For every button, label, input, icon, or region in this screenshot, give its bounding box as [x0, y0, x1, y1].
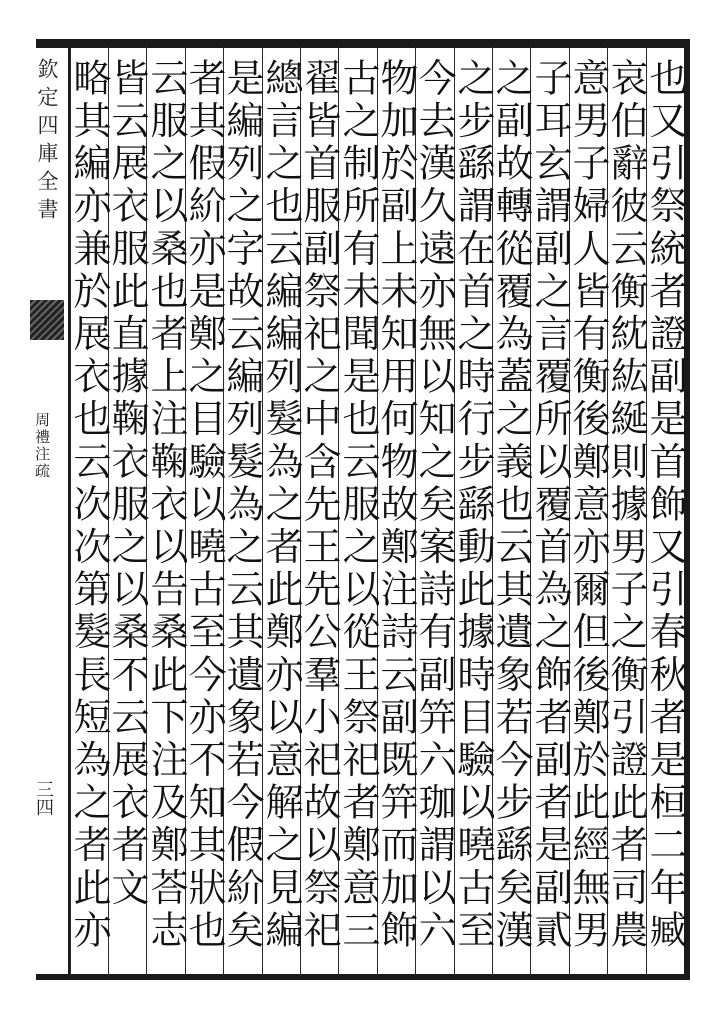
text-column: 翟皆首服副祭祀之中含先王先公羣小祀故以祭祀 — [297, 58, 341, 953]
text-column: 者其假紒亦是鄭之目驗以曉古至今亦不知其狀也 — [182, 58, 226, 953]
text-column: 之副故轉從覆為蓋之義也云其遺象若今步繇矣漢 — [489, 58, 533, 953]
text-column: 意男子婦人皆有衡後鄭意亦爾但後鄭於此經無男 — [566, 58, 610, 953]
text-column: 是編列之字故云編列髮為之云其遺象若今假紒矣 — [220, 58, 264, 953]
frame-bottom-border — [36, 974, 688, 980]
frame-top-border — [36, 39, 688, 48]
margin-page-number: 三四 — [33, 780, 54, 816]
text-column: 皆云展衣服此直據鞠衣服之以桑不云展衣者文 — [105, 58, 149, 910]
text-column: 哀伯辭彼云衡紞紘綖則據男子之衡引證此者司農 — [604, 58, 648, 953]
text-column: 總言之也云編編列髮為之者此鄭亦以意解之見編 — [259, 58, 303, 953]
text-column: 也又引祭統者證副是首飾又引春秋者是桓二年臧 — [643, 58, 687, 953]
text-column: 云服之以桑也者上注鞠衣以告桑此下注及鄭荅志 — [144, 58, 188, 953]
text-column: 之步繇謂在首之時行步繇動此據時目驗以曉古至 — [451, 58, 495, 953]
text-column: 今去漢久遠亦無以知之矣案詩有副笄六珈謂以六 — [412, 58, 456, 953]
text-column: 略其編亦兼於展衣也云次次第髮長短為之者此亦 — [67, 58, 111, 953]
text-column: 子耳玄謂副之言覆所以覆首為之飾者副者是副貳 — [528, 58, 572, 953]
text-column: 物加於副上未知用何物故鄭注詩云副既笄而加飾 — [374, 58, 418, 953]
margin-chapter-title: 周禮注疏 — [33, 412, 51, 480]
text-column: 古之制所有未聞是也云服之以從王祭祀者鄭意三 — [336, 58, 380, 953]
margin-book-title: 欽定四庫全書 — [35, 58, 59, 226]
